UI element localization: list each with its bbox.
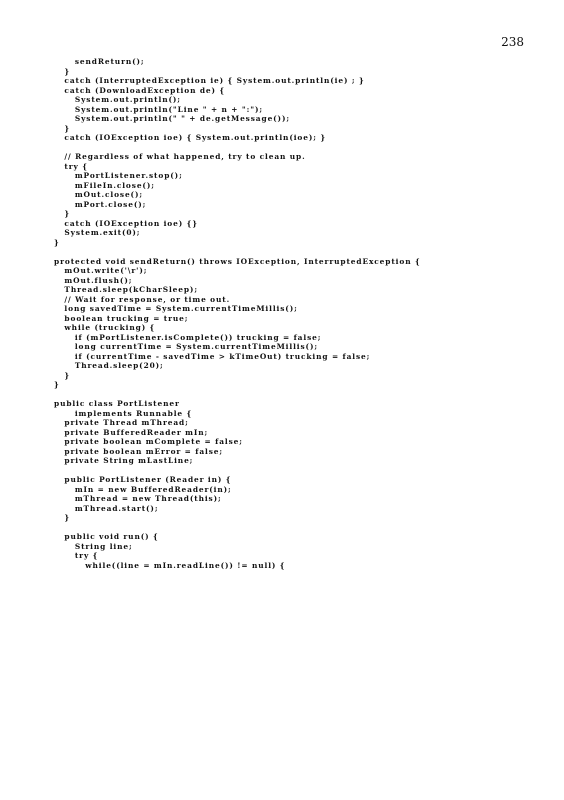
code-line: public PortListener (Reader in) { bbox=[54, 475, 232, 484]
code-line: } bbox=[54, 513, 71, 522]
code-line: private BufferedReader mIn; bbox=[54, 427, 209, 437]
code-line: public void run() { bbox=[54, 532, 159, 541]
code-line: mPortListener.stop(); bbox=[54, 171, 183, 180]
code-line: long currentTime = System.currentTimeMillis(); bbox=[54, 342, 318, 351]
code-line: mThread.start(); bbox=[54, 503, 159, 513]
code-line: mPort.close(); bbox=[54, 199, 147, 209]
code-line: mThread = new Thread(this); bbox=[54, 494, 222, 503]
code-line: implements Runnable { bbox=[54, 408, 193, 418]
code-line: private Thread mThread; bbox=[54, 418, 189, 427]
code-line: while (trucking) { bbox=[54, 323, 156, 332]
code-line: Thread.sleep(20); bbox=[54, 361, 164, 370]
code-line: // Wait for response, or time out. bbox=[54, 294, 231, 304]
code-line: catch (InterruptedException ie) { System.out.println(ie) ; } bbox=[54, 76, 365, 85]
code-line: long savedTime = System.currentTimeMillis(); bbox=[54, 304, 298, 313]
page-number: 238 bbox=[501, 35, 524, 49]
code-line: private String mLastLine; bbox=[54, 456, 194, 465]
code-line: } bbox=[54, 370, 71, 380]
code-line: private boolean mError = false; bbox=[54, 446, 224, 456]
code-line: Thread.sleep(kCharSleep); bbox=[54, 285, 198, 294]
code-line bbox=[54, 247, 544, 257]
code-line bbox=[54, 523, 544, 533]
code-line bbox=[54, 466, 544, 476]
code-line: catch (IOException ioe) {} bbox=[54, 218, 198, 228]
code-line: while((line = mIn.readLine()) != null) { bbox=[54, 560, 286, 570]
code-line: } bbox=[54, 209, 71, 218]
code-line: String line; bbox=[54, 541, 133, 551]
code-line: sendReturn(); bbox=[54, 57, 145, 66]
code-line bbox=[54, 143, 544, 153]
code-line: mOut.write('\r'); bbox=[54, 266, 148, 275]
code-line: boolean trucking = true; bbox=[54, 313, 189, 323]
code-listing bbox=[54, 57, 544, 570]
code-line: mFileIn.close(); bbox=[54, 180, 155, 190]
code-line: // Regardless of what happened, try to clean up. bbox=[54, 152, 306, 161]
code-line: mIn = new BufferedReader(in); bbox=[54, 484, 232, 494]
code-line: mOut.close(); bbox=[54, 190, 143, 199]
code-line: System.out.println(); bbox=[54, 95, 181, 104]
code-line: System.exit(0); bbox=[54, 228, 141, 237]
code-line: private boolean mComplete = false; bbox=[54, 437, 243, 446]
code-line: protected void sendReturn() throws IOException, InterruptedException { bbox=[54, 256, 421, 266]
code-line: catch (DownloadException de) { bbox=[54, 85, 226, 95]
code-line bbox=[54, 390, 544, 400]
code-line: public class PortListener bbox=[54, 399, 180, 408]
code-line: System.out.println("Line " + n + ":"); bbox=[54, 104, 264, 114]
code-line: catch (IOException ioe) { System.out.println(ioe); } bbox=[54, 133, 327, 142]
code-line: } bbox=[54, 237, 60, 247]
code-line: try { bbox=[54, 161, 88, 171]
code-line: } bbox=[54, 66, 71, 76]
code-line: try { bbox=[54, 551, 99, 560]
code-line: } bbox=[54, 123, 71, 133]
code-line: mOut.flush(); bbox=[54, 275, 133, 285]
code-line: } bbox=[54, 380, 60, 389]
code-line: if (mPortListener.isComplete()) trucking = false; bbox=[54, 332, 322, 342]
code-line: if (currentTime - savedTime > kTimeOut) trucking = false; bbox=[54, 351, 371, 361]
code-line: System.out.println(" " + de.getMessage()); bbox=[54, 114, 290, 123]
